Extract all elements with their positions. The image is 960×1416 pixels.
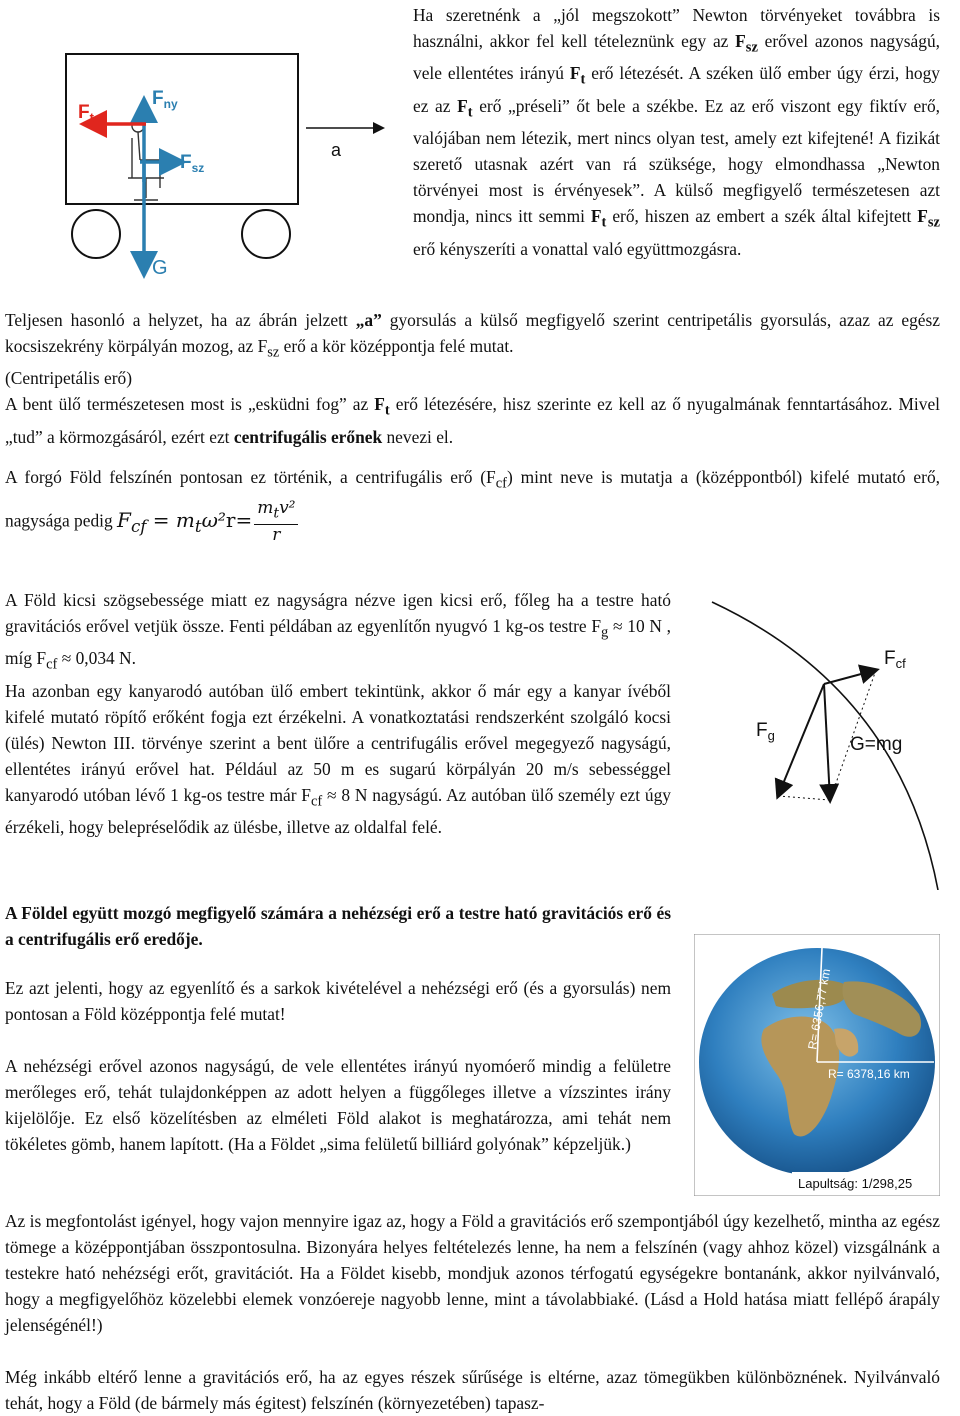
paragraph-mass-center: Az is megfontolást igényel, hogy vajon mennyire igaz az, hogy a Föld a gravitációs erő szempontjából úgy kezelhető, mintha az egész tömege a középpontjában összpontosulna. Bizonyára helyes feltételezés lenne, ha nem a felszínén (vagy ahhoz közel) vizsgálnánk a testekre ható nehézségi erőt, gravitációt. Ha a Földet kisebb, mondjuk azonos térfogatú egységekre bontanánk, akkor nyilvánvaló, hogy a megfigyelőhöz közelebbi elemek vonzóereje nagyobb lenne, mint a távolabbiaké. (Lásd a Hold hatása miatt fellépő árapály jelenségénél!) (5, 1211, 940, 1335)
globe-image (694, 934, 940, 1196)
seated-person (128, 120, 164, 200)
formula-fraction: $m_tv^2$ r (254, 498, 298, 544)
paragraph-direction: Ez azt jelenti, hogy az egyenlítő és a sarkok kivételével a nehézségi erő (és a gyorsulás) nem pontosan a Föld középpontja felé mutat! (5, 978, 671, 1024)
force-vector-diagram (700, 590, 950, 890)
paragraph-density: Még inkább eltérő lenne a gravitációs erő, ha az egyes részek sűrűsége is eltérne, azaz tömegükben különböznének. Nyilvánvaló tehát, hogy a Föld (de bármely más égitest) felszínén (környezetében) tapasz- (5, 1367, 940, 1413)
label-fny: $F_{ny}$ (152, 88, 178, 111)
car-body (66, 54, 298, 204)
paragraph-newton: Ha szeretnénk a „jól megszokott” Newton törvényeket továbbra is használni, akkor fel kell tételeznünk egy az $F_{sz}$ erővel azonos nagyságú, vele ellentétes irányú $F_t$ erő létezését. A széken ülő ember úgy érzi, hogy ez az $F_t$ erő „préseli” őt bele a székbe. Ez az erő viszont egy fiktív erő, valójában nem létezik, mert nincs olyan test, amely ezt kifejtené! A fizikát szerető utasnak azért van rá szüksége, hogy elmondhassa „Newton törvényei most is érvényesek”. A külső megfigyelő természetesen azt mondja, nincs itt semmi $F_t$ erő, hiszen az embert a szék által kifejtett $F_{sz}$ erő kényszeríti a vonattal való együttmozgásra. (413, 5, 940, 259)
globe-figure (694, 934, 940, 1196)
label-fcf: $F_{cf}$ (884, 648, 906, 671)
paragraph-pressure: A nehézségi erővel azonos nagyságú, de vele ellentétes irányú nyomóerő mindig a felületre merőleges erő, tehát tulajdonképpen az adott helyen a függőleges illetve a vízszintes irány kijelölője. Ez első közelítésben az elméleti Föld alakot is meghatározza, ami tehát nem tökéletes gömb, hanem lapított. (Ha a Földet „sima felületű billiárd golyónak” képzeljük.) (5, 1056, 671, 1154)
paragraph-centrifugal-formula: A forgó Föld felszínén pontosan ez történik, a centrifugális erő $(F_{cf})$ mint neve is mutatja a (középpontból) kifelé mutató erő, nagysága pedig $F_{cf} = m_t\omega^2r=$ $m_tv^2$ r (5, 467, 940, 545)
centrifugal-formula: $F_{cf} = m_t\omega^2r=$ $m_tv^2$ r (117, 508, 298, 532)
label-fg: $F_g$ (756, 720, 775, 743)
paragraph-centripetal: Teljesen hasonló a helyzet, ha az ábrán jelzett „a” gyorsulás a külső megfigyelő szerint centripetális gyorsulás, azaz az egész kocsiszekrény körpályán mozog, az $F_{sz}$ erő a kör középpontja felé mutat. (Centripetális erő) A bent ülő természetesen most is „esküdni fog” az $F_t$ erő létezésére, hisz szerinte ez kell az ő nyugalmának fenntartásához. Mivel „tud” a körmozgásáról, ezért ezt centrifugális erőnek nevezi el. (5, 310, 940, 447)
wheel-right (242, 210, 290, 258)
label-ft: $F_t$ (78, 102, 94, 125)
label-g: G (152, 257, 168, 279)
train-diagram (60, 28, 400, 290)
label-gmg: G=mg (850, 734, 903, 755)
paragraph-small-force: A Föld kicsi szögsebessége miatt ez nagyságra nézve igen kicsi erő, főleg ha a testre ható gravitációs erővel vetjük össze. Fenti példában az egyenlítőn nyugvó 1 kg-os testre $F_g \approx 10$ N , míg $F_{cf} \approx 0,034$ N. Ha azonban egy kanyarodó autóban ülő embert tekintünk, akkor ő már egy a kanyar ívéből kifelé mutató röpítő erőként fogja ezt érzékelni. A vonatkoztatási rendszerként szolgáló kocsi (ülés) Newton III. törvénye szerint a bent ülőre a centrifugális erővel megegyező nagyságú, ellentétes irányú erővel hat. Például az 50 m es sugarú körpályán 20 m/s sebességgel kanyarodó utóban lévő 1 kg-os testre már $F_{cf} \approx 8$ N nagyságú. Az autóban ülő személy ezt úgy érzékeli, hogy belepréselődik az ülésbe, illetve az oldalfal felé. (5, 590, 671, 838)
fcf-vector (824, 670, 876, 684)
fg-vector (778, 684, 824, 796)
label-fsz: $F_{sz}$ (180, 152, 205, 175)
train-figure (60, 28, 400, 290)
earth-surface-arc (712, 602, 938, 890)
label-polar-radius: R= 6356,77 km (805, 967, 834, 1051)
force-vector-figure (700, 590, 950, 890)
paragraph-resultant-bold: A Földel együtt mozgó megfigyelő számára a nehézségi erő a testre ható gravitációs erő és a centrifugális erő eredője. (5, 903, 671, 949)
label-equator-radius: R= 6378,16 km (828, 1067, 910, 1081)
gmg-vector (824, 684, 830, 800)
parallelogram-line-2 (778, 796, 830, 800)
label-flattening: Lapultság: 1/298,25 (798, 1176, 913, 1191)
wheel-left (72, 210, 120, 258)
label-a: a (331, 140, 342, 160)
